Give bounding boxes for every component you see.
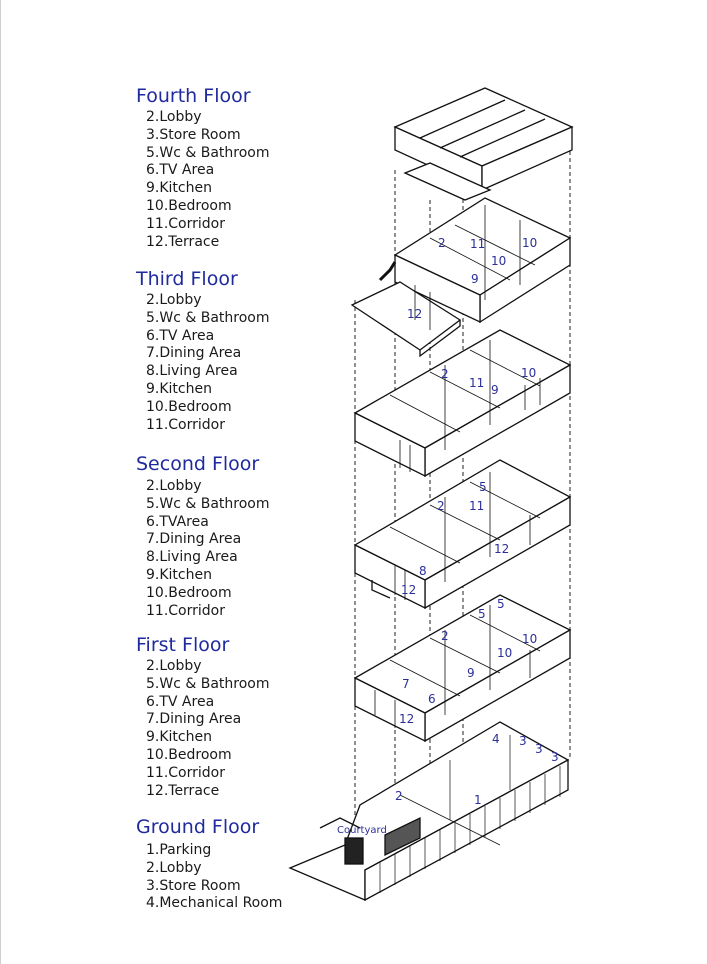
room-label-fourth-2: 2 [438,236,446,250]
roof-block [395,88,572,200]
list-item: 11.Corridor [146,416,225,433]
list-item: 6.TV Area [146,693,215,710]
list-item: 12.Terrace [146,233,220,250]
room-label-third-9: 9 [491,383,499,397]
list-item: 9.Kitchen [146,729,212,746]
room-label-first-9: 9 [467,666,475,680]
room-label-ground-3b: 3 [535,742,543,756]
list-item: 2.Lobby [146,658,202,674]
list-item: 5.Wc & Bathroom [146,309,270,326]
room-label-ground-1: 1 [474,793,482,807]
list-item: 7.Dining Area [146,531,242,548]
list-item: 11.Corridor [146,215,225,232]
list-item: 5.Wc & Bathroom [146,495,270,512]
second-floor-plan [355,460,570,608]
list-item: 7.Dining Area [146,711,242,728]
floor-title-ground: Ground Floor [136,816,260,838]
list-item: 10.Bedroom [146,398,232,415]
room-label-second-5: 5 [479,480,487,494]
list-item: 3.Store Room [146,126,241,143]
list-item: 2.Lobby [146,478,202,494]
room-label-third-10: 10 [521,366,537,380]
room-label-first-5b: 5 [478,607,486,621]
list-item: 9.Kitchen [146,180,212,197]
room-label-fourth-9: 9 [471,272,479,286]
list-item: 3.Store Room [146,877,241,894]
list-item: 6.TV Area [146,327,215,344]
list-item: 11.Corridor [146,602,225,619]
room-label-second-8: 8 [419,564,427,578]
room-label-ground-3c: 3 [551,750,559,764]
list-item: 6.TVArea [146,513,209,530]
list-item: 11.Corridor [146,764,225,781]
floor-title-third: Third Floor [136,268,238,290]
list-item: 6.TV Area [146,162,215,179]
room-label-second-2: 2 [437,499,445,513]
list-item: 8.Living Area [146,363,238,380]
room-label-first-10a: 10 [522,632,538,646]
room-label-first-10b: 10 [497,646,513,660]
room-label-second-12a: 12 [494,542,510,556]
room-label-fourth-11: 11 [470,237,486,251]
ground-floor-plan [290,722,568,900]
list-item: 12.Terrace [146,782,220,799]
room-label-ground-3a: 3 [519,734,527,748]
floor-title-fourth: Fourth Floor [136,85,251,107]
room-label-ground-2: 2 [395,789,403,803]
list-item: 5.Wc & Bathroom [146,144,270,161]
room-label-first-2: 2 [441,629,449,643]
room-label-fourth-10a: 10 [522,236,538,250]
room-label-first-6: 6 [428,692,436,706]
room-label-first-5a: 5 [497,597,505,611]
floor-title-first: First Floor [136,634,230,656]
list-item: 5.Wc & Bathroom [146,675,270,692]
list-item: 10.Bedroom [146,746,232,763]
first-floor-plan [355,595,570,741]
list-item: 10.Bedroom [146,584,232,601]
room-label-ground-4: 4 [492,732,500,746]
room-label-third-2: 2 [441,367,449,381]
room-label-second-12b: 12 [401,583,417,597]
list-item: 8.Living Area [146,549,238,566]
room-label-courtyard: Courtyard [337,825,387,836]
list-item: 10.Bedroom [146,197,232,214]
room-label-third-11: 11 [469,376,485,390]
list-item: 7.Dining Area [146,345,242,362]
list-item: 2.Lobby [146,292,202,308]
list-item: 9.Kitchen [146,566,212,583]
list-item: 1.Parking [146,842,212,858]
room-label-first-12: 12 [399,712,415,726]
third-floor-plan [355,330,570,476]
room-label-fourth-12: 12 [407,307,423,321]
list-item: 9.Kitchen [146,380,212,397]
list-item: 4.Mechanical Room [146,895,283,912]
room-label-fourth-10b: 10 [491,254,507,268]
fourth-floor-plan [352,198,570,356]
room-label-second-11: 11 [469,499,485,513]
room-label-first-7: 7 [402,677,410,691]
floor-title-second: Second Floor [136,453,260,475]
list-item: 2.Lobby [146,859,202,876]
list-item: 2.Lobby [146,109,202,125]
